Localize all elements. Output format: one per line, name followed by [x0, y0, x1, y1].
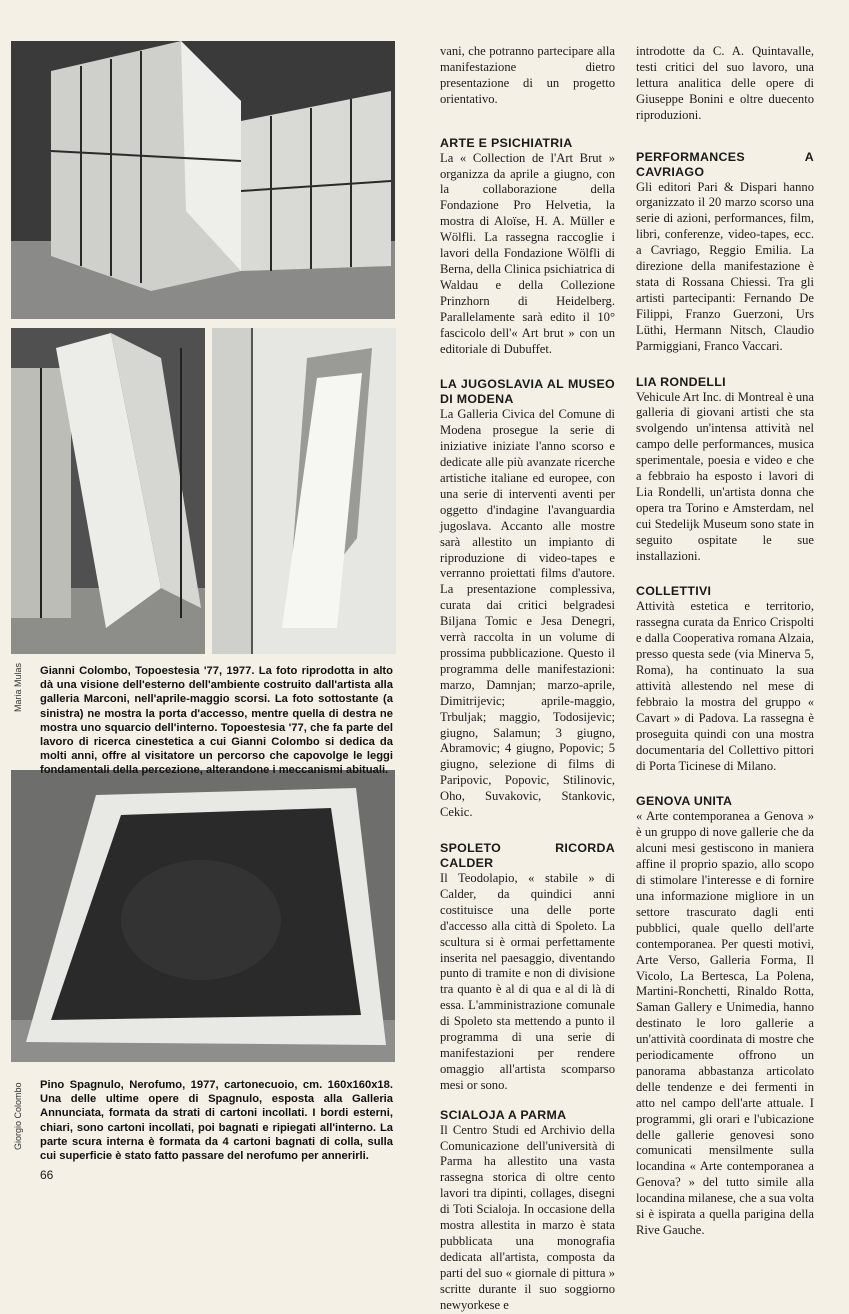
- caption-spagnulo: Pino Spagnulo, Nerofumo, 1977, cartonecuoio, cm. 160x160x18. Una delle ultime opere di Spagnulo, esposta alla Galleria Annunciata, formata da strati di cartoni incollati. I bordi esterni, chiari, sono cartoni incollati, poi bagnati e ripiegati all'interno. La parte scura interna è formata da 4 cartoni bagnati di colla, sulla cui superficie è stato fatto passare del nerofumo per annerirli.: [40, 1079, 393, 1163]
- article-title: GENOVA UNITA: [636, 794, 733, 809]
- article-title: ARTE E PSICHIATRIA: [440, 135, 573, 150]
- article-title: PERFORMANCES A CAVRIAGO: [636, 149, 814, 179]
- article-body: Attività estetica e territorio, rassegna curata da Enrico Crispolti e dalla Cooperativa romana Alzaia, presso questa sede (via Minerva 5, Roma), ha continuato la sua attività allestendo nel mese di febbraio la mostra del gruppo « Cavart » di Padova. La rassegna è proseguita quindi con una mostra documentaria del Collettivo pittori di Porta Ticinese di Milano.: [636, 599, 814, 773]
- column-middle: [440, 44, 615, 1314]
- article-title: LA JUGOSLAVIA AL MUSEO DI MODENA: [440, 377, 615, 407]
- photo-credit-maria-mulas: Maria Mulas: [13, 662, 23, 712]
- article-body: La « Collection de l'Art Brut » organizza da aprile a giugno, con la collaborazione della Fondazione Pro Helvetia, la mostra di Aloïse, H. A. Müller e Wölfli. La rassegna raccoglie i lavori della Fondazione Wölfli di Berna, della Clinica psichiatrica di Waldau e della Collezione Prinzhorn di Heidelberg. Parallelamente sarà edito il 10° fascicolo dell'« Art brut » con un editoriale di Dubuffet.: [440, 150, 615, 356]
- photo-topoestesia-interior: [212, 328, 396, 654]
- photo-nerofumo: [11, 770, 395, 1062]
- article-title: LIA RONDELLI: [636, 374, 726, 389]
- column-middle-intro: vani, che potranno partecipare alla manifestazione dietro presentazione di un progetto orientativo.: [440, 44, 615, 106]
- article-title: COLLETTIVI: [636, 584, 712, 599]
- column-right-intro: introdotte da C. A. Quintavalle, testi critici del suo lavoro, una lettura analitica delle opere di Giuseppe Bonini e oltre duecento riproduzioni.: [636, 44, 814, 122]
- column-right: [636, 44, 814, 1239]
- article-title: SCIALOJA A PARMA: [440, 1107, 567, 1122]
- article-body: « Arte contemporanea a Genova » è un gruppo di nove gallerie che da alcuni mesi gestiscono in maniera affine il proprio spazio, allo scopo di stimolare l'interesse e di fornire una informazione migliore in un settore trascurato dagli enti pubblici, quale quello dell'arte contemporanea. Per questi motivi, Arte Verso, Galleria Forma, Il Vicolo, La Bertesca, La Polena, Martini-Ronchetti, Rinaldo Rotta, Saman Gallery e Unimedia, hanno destinato le loro gallerie a un'attività coordinata di mostre che periodicamente offrono un panorama abbastanza articolato delle tendenze e dei fermenti in atto nel campo dell'arte attuale. I programmi, gli orari e l'ubicazione delle gallerie genovesi sono comunicati mensilmente sulla locandina « Arte contemporanea a Genova? » del tutto simile alla locandina milanese, che a sua volta si è ispirata a quella parigina della Rive Gauche.: [636, 809, 814, 1237]
- photo-topoestesia-exterior: [11, 41, 395, 319]
- photo-credit-giorgio-colombo: Giorgio Colombo: [13, 1082, 23, 1150]
- article-body: Gli editori Pari & Dispari hanno organizzato il 20 marzo scorso una serie di azioni, performances, film, libri, conferenze, video-tapes, ecc. a Cavriago, Reggio Emilia. La direzione della manifestazione è stata di Rossana Chiessi. Tra gli artisti partecipanti: Fernando De Filippi, Franzo Guerzoni, Urs Lüthi, Hermann Nitsch, Claudio Parmiggiani, Franco Vaccari.: [636, 179, 814, 353]
- caption-colombo: Gianni Colombo, Topoestesia '77, 1977. La foto riprodotta in alto dà una visione dell'esterno dell'ambiente costruito dall'artista alla galleria Marconi, nell'aprile-maggio scorsi. La foto sottostante (a sinistra) ne mostra la porta d'accesso, mentre quella di destra ne mostra uno squarcio dell'interno. Topoestesia '77, che fa parte del lavoro di ricerca cinestetica a cui Gianni Colombo si dedica da molti anni, offre al visitatore un percorso che capovolge le leggi fondamentali della percezione, alterandone i meccanismi abituali.: [40, 665, 393, 777]
- article-body: Il Teodolapio, « stabile » di Calder, da quindici anni costituisce una delle porte d'accesso alla città di Spoleto. La scultura si è ormai perfettamente inserita nel paesaggio, diventando punto di tramite e non di divisione tra quanto è al di qua e al di là di essa. L'amministrazione comunale di Spoleto sta mettendo a punto il programma di una serie di manifestazioni per rendere omaggio all'artista scomparso mesi or sono.: [440, 870, 615, 1092]
- photo-topoestesia-door: [11, 328, 205, 654]
- article-body: Vehicule Art Inc. di Montreal è una galleria di giovani artisti che sta svolgendo un'intensa attività nel campo delle performances, musica sperimentale, poesia e video e che a febbraio ha esposto i lavori di Lia Rondelli, un'artista donna che opera tra Torino e Amsterdam, nel cui Stedelijk Museum sono state in seguito ospitate le sue installazioni.: [636, 389, 815, 563]
- article-body: La Galleria Civica del Comune di Modena prosegue la serie di iniziative iniziate l'anno scorso e dedicate alle più avanzate ricerche artistiche italiane ed europee, con una serie di interventi aventi per oggetto d'indagine l'avanguardia jugoslava. Accanto alle mostre sarà allestito un impianto di riproduzione di video-tapes e verranno proiettati films d'autore. La presentazione complessiva, curata dai critici belgradesi Biljana Tomic e Jesa Denegri, verrà raccolta in un volume di prossima pubblicazione. Questo il programma delle manifestazioni: marzo, Damnjan; marzo-aprile, Dimitrijevic; aprile-maggio, Trbuljak; maggio, Todosijevic; giugno, Salamun; 3 giugno, Abramovic; 4 giugno, Popovic; 5 giugno, selezione di films di Paripovic, Popovic, Stilinovic, Oho, Suvakovic, Stankovic, Cekic.: [440, 407, 615, 820]
- page-number: 66: [40, 1168, 54, 1182]
- article-body: Il Centro Studi ed Archivio della Comunicazione dell'università di Parma ha allestito una vasta rassegna storica di oltre cento lavori tra dipinti, collages, disegni di Toti Scialoja. In occasione della mostra allestita in marzo è stata pubblicata una monografia dedicata all'artista, composta da parti del suo « giornale di pittura » scritte durante il suo soggiorno newyorkese e: [440, 1122, 615, 1312]
- article-title: SPOLETO RICORDA CALDER: [440, 840, 615, 870]
